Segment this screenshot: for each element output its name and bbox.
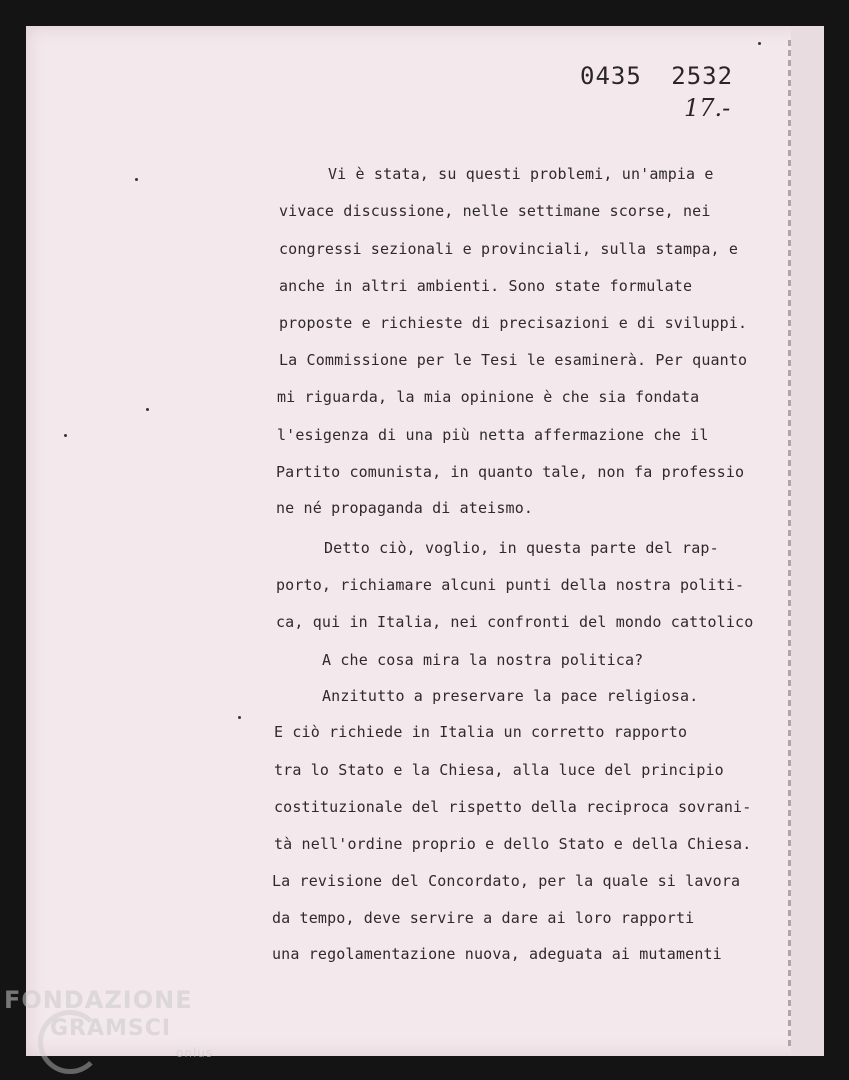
scan-speck [64,434,67,437]
watermark-onlus: onlus [176,1046,214,1060]
text-line: Vi è stata, su questi problemi, un'ampia e [328,165,714,183]
page-fold-line [788,40,791,1050]
watermark-subtitle: GRAMSCI [50,1016,172,1041]
page-edge-shadow [791,26,824,1056]
text-line: vivace discussione, nelle settimane scorse, nei [279,202,711,220]
text-line: E ciò richiede in Italia un corretto rapporto [274,723,688,741]
text-line: Detto ciò, voglio, in questa parte del rap- [324,539,719,557]
text-line: da tempo, deve servire a dare ai loro rapporti [272,909,695,927]
text-line: tà nell'ordine proprio e dello Stato e della Chiesa. [274,835,752,853]
text-line: l'esigenza di una più netta affermazione che il [277,426,709,444]
text-line: una regolamentazione nuova, adeguata ai mutamenti [272,945,722,963]
scan-speck [135,178,138,181]
text-line: ne né propaganda di ateismo. [276,499,534,517]
text-line: tra lo Stato e la Chiesa, alla luce del principio [274,761,724,779]
text-line: La revisione del Concordato, per la quale si lavora [272,872,741,890]
archive-reference-numbers: 0435 2532 [580,62,734,90]
text-line: La Commissione per le Tesi le esaminerà. Per quanto [279,351,748,369]
page-folio-handwritten: 17.- [684,94,731,122]
scan-speck [238,716,241,719]
text-line: proposte e richieste di precisazioni e di sviluppi. [279,314,748,332]
text-line: A che cosa mira la nostra politica? [322,651,644,669]
text-line: Partito comunista, in quanto tale, non fa professio [276,463,745,481]
text-line: congressi sezionali e provinciali, sulla stampa, e [279,240,739,258]
scan-speck [758,42,761,45]
text-line: ca, qui in Italia, nei confronti del mondo cattolico [276,613,754,631]
text-line: costituzionale del rispetto della reciproca sovrani- [274,798,752,816]
scan-speck [146,408,149,411]
text-line: porto, richiamare alcuni punti della nostra politi- [276,576,745,594]
text-line: mi riguarda, la mia opinione è che sia fondata [277,388,700,406]
text-line: Anzitutto a preservare la pace religiosa. [322,687,699,705]
text-line: anche in altri ambienti. Sono state formulate [279,277,693,295]
watermark-title: FONDAZIONE [4,986,193,1014]
